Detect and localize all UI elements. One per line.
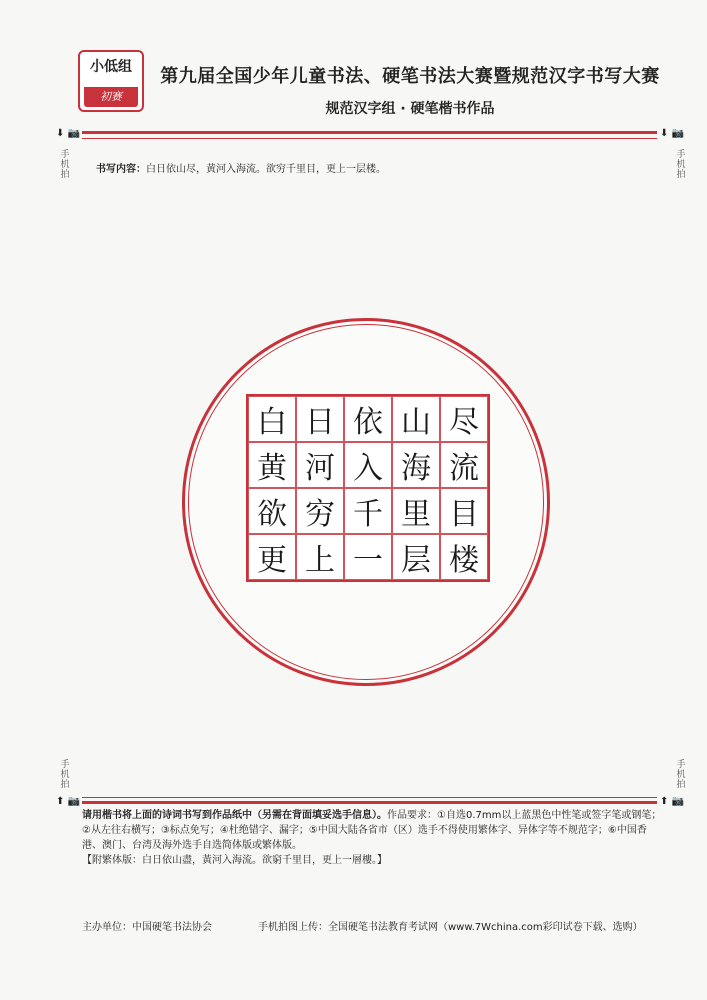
grid-cell: 日: [296, 396, 344, 442]
edge-label-bottom-right: 手 机 拍: [676, 760, 686, 790]
grid-cell: 里: [392, 488, 440, 534]
grid-cell: 上: [296, 534, 344, 580]
grid-cell: 入: [344, 442, 392, 488]
edge-label-bottom-left: 手 机 拍: [60, 760, 70, 790]
writing-content-label: 书写内容：: [96, 164, 146, 175]
organizer-text: 主办单位：中国硬笔书法协会: [82, 922, 212, 933]
traditional-appendix: 【附繁体版：白日依山盡，黃河入海流。欲窮千里目，更上一層樓。】: [82, 855, 387, 866]
writing-content-text: 白日依山尽，黄河入海流。欲穷千里目，更上一层楼。: [146, 164, 386, 175]
camera-down-icon: ⬇ 📷: [56, 128, 81, 139]
instructions-body: 作品要求：①自选0.7mm以上蓝黑色中性笔或签字笔或钢笔；②从左往右横写；③标点免写；④杜绝错字、漏字；⑤中国大陆各省市（区）选手不得使用繁体字、异体字等不规范字；⑥中国香港、澳门、台湾及海外选手自选简体版或繁体版。: [82, 810, 662, 851]
grid-cell: 千: [344, 488, 392, 534]
grid-cell: 层: [392, 534, 440, 580]
top-rule-thick: [82, 131, 657, 134]
badge-stage-label: 初赛: [84, 87, 138, 107]
bottom-rule-thick: [82, 801, 657, 804]
camera-down-icon: ⬇ 📷: [660, 128, 685, 139]
grid-cell: 楼: [440, 534, 488, 580]
camera-up-icon: ⬆ 📷: [56, 796, 81, 807]
grid-cell: 一: [344, 534, 392, 580]
badge-group-label: 小低组: [90, 59, 132, 75]
character-grid: [246, 394, 490, 582]
grid-cell: 流: [440, 442, 488, 488]
page-subtitle: 规范汉字组 · 硬笔楷书作品: [325, 101, 495, 117]
writing-content: [96, 160, 386, 175]
instructions-lead: 请用楷书将上面的诗词书写到作品纸中（另需在背面填妥选手信息）。: [82, 810, 387, 821]
grid-cell: 目: [440, 488, 488, 534]
grid-cell: 欲: [248, 488, 296, 534]
grid-cell: 河: [296, 442, 344, 488]
grid-cell: 更: [248, 534, 296, 580]
bottom-rule-thin: [82, 797, 657, 798]
grid-cell: 山: [392, 396, 440, 442]
grid-cell: 尽: [440, 396, 488, 442]
instructions: [82, 808, 662, 868]
page-title: 第九届全国少年儿童书法、硬笔书法大赛暨规范汉字书写大赛: [160, 66, 660, 87]
group-badge: [78, 50, 144, 112]
grid-cell: 黄: [248, 442, 296, 488]
grid-cell: 穷: [296, 488, 344, 534]
grid-cell: 白: [248, 396, 296, 442]
top-rule-thin: [82, 138, 657, 139]
grid-cell: 依: [344, 396, 392, 442]
edge-label-top-left: 手 机 拍: [60, 150, 70, 180]
camera-up-icon: ⬆ 📷: [660, 796, 685, 807]
edge-label-top-right: 手 机 拍: [676, 150, 686, 180]
upload-text: 手机拍图上传：全国硬笔书法教育考试网（www.7Wchina.com彩印试卷下载、选购）: [258, 922, 643, 933]
grid-cell: 海: [392, 442, 440, 488]
